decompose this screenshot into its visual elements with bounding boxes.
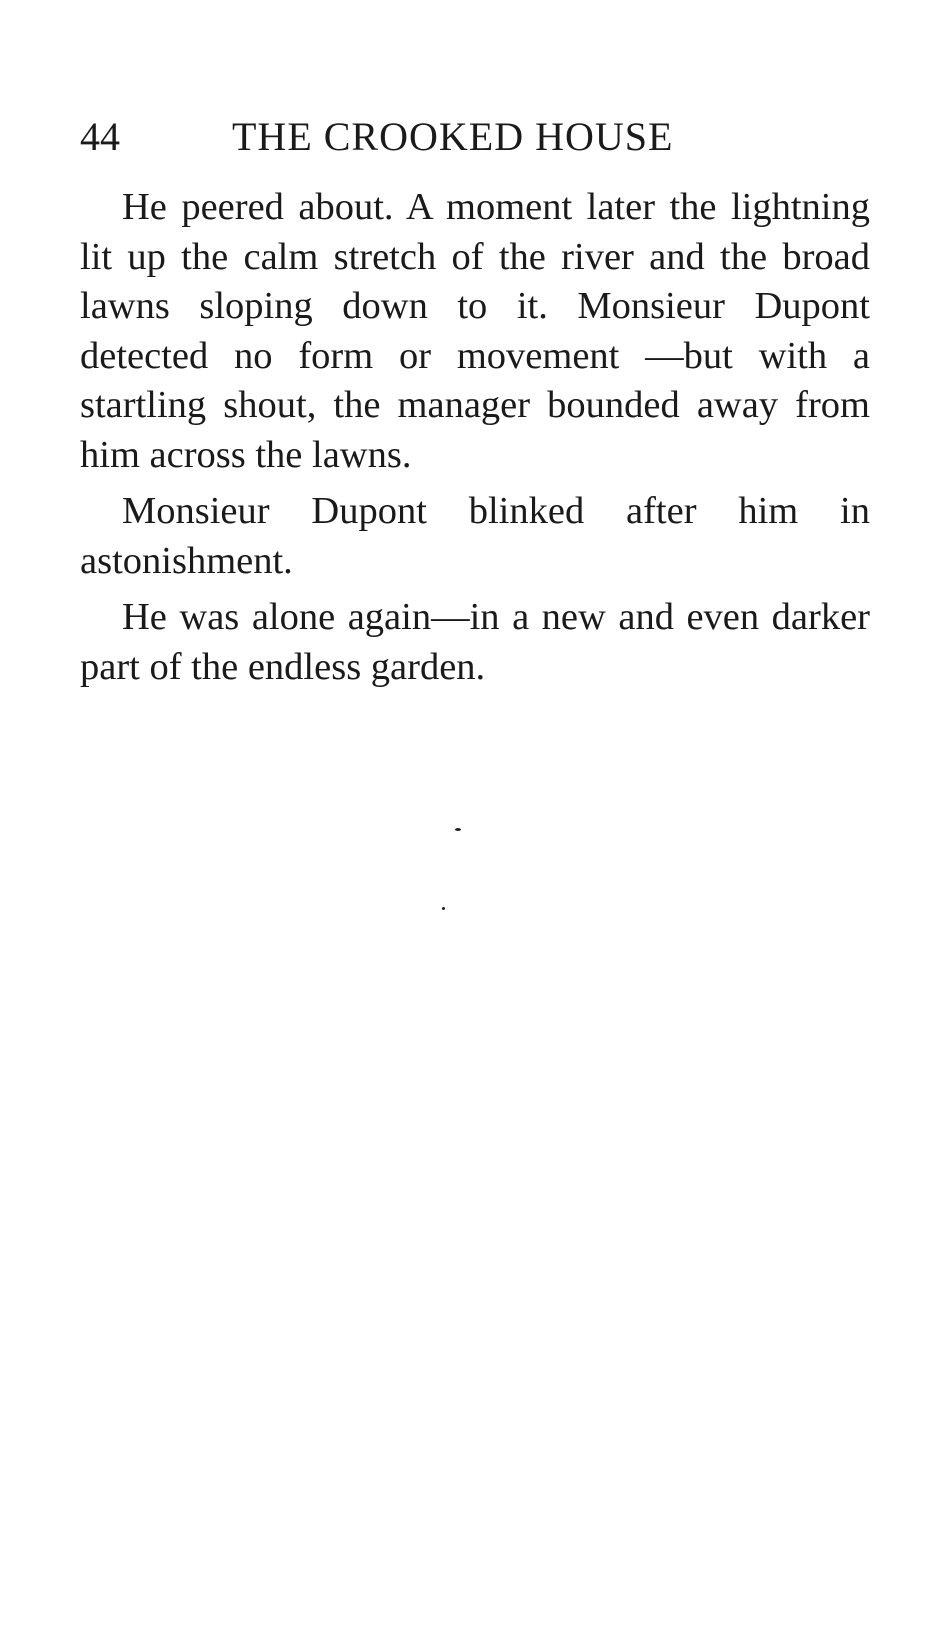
running-title: THE CROOKED HOUSE (232, 114, 674, 159)
print-speck (442, 907, 445, 910)
body-text (80, 183, 870, 699)
paragraph: He was alone again—in a new and even darker part of the endless garden. (80, 596, 870, 688)
paragraph: Monsieur Dupont blinked after him in astonishment. (80, 490, 870, 582)
print-speck (455, 828, 461, 831)
paragraph: He peered about. A moment later the lightning lit up the calm stretch of the river and the broad lawns sloping down to it. Monsieur Dupont detected no form or movement —but with a startling shout, the manager bounded away from him across the lawns. (80, 186, 870, 476)
running-head (80, 112, 870, 162)
page-number: 44 (80, 114, 120, 159)
